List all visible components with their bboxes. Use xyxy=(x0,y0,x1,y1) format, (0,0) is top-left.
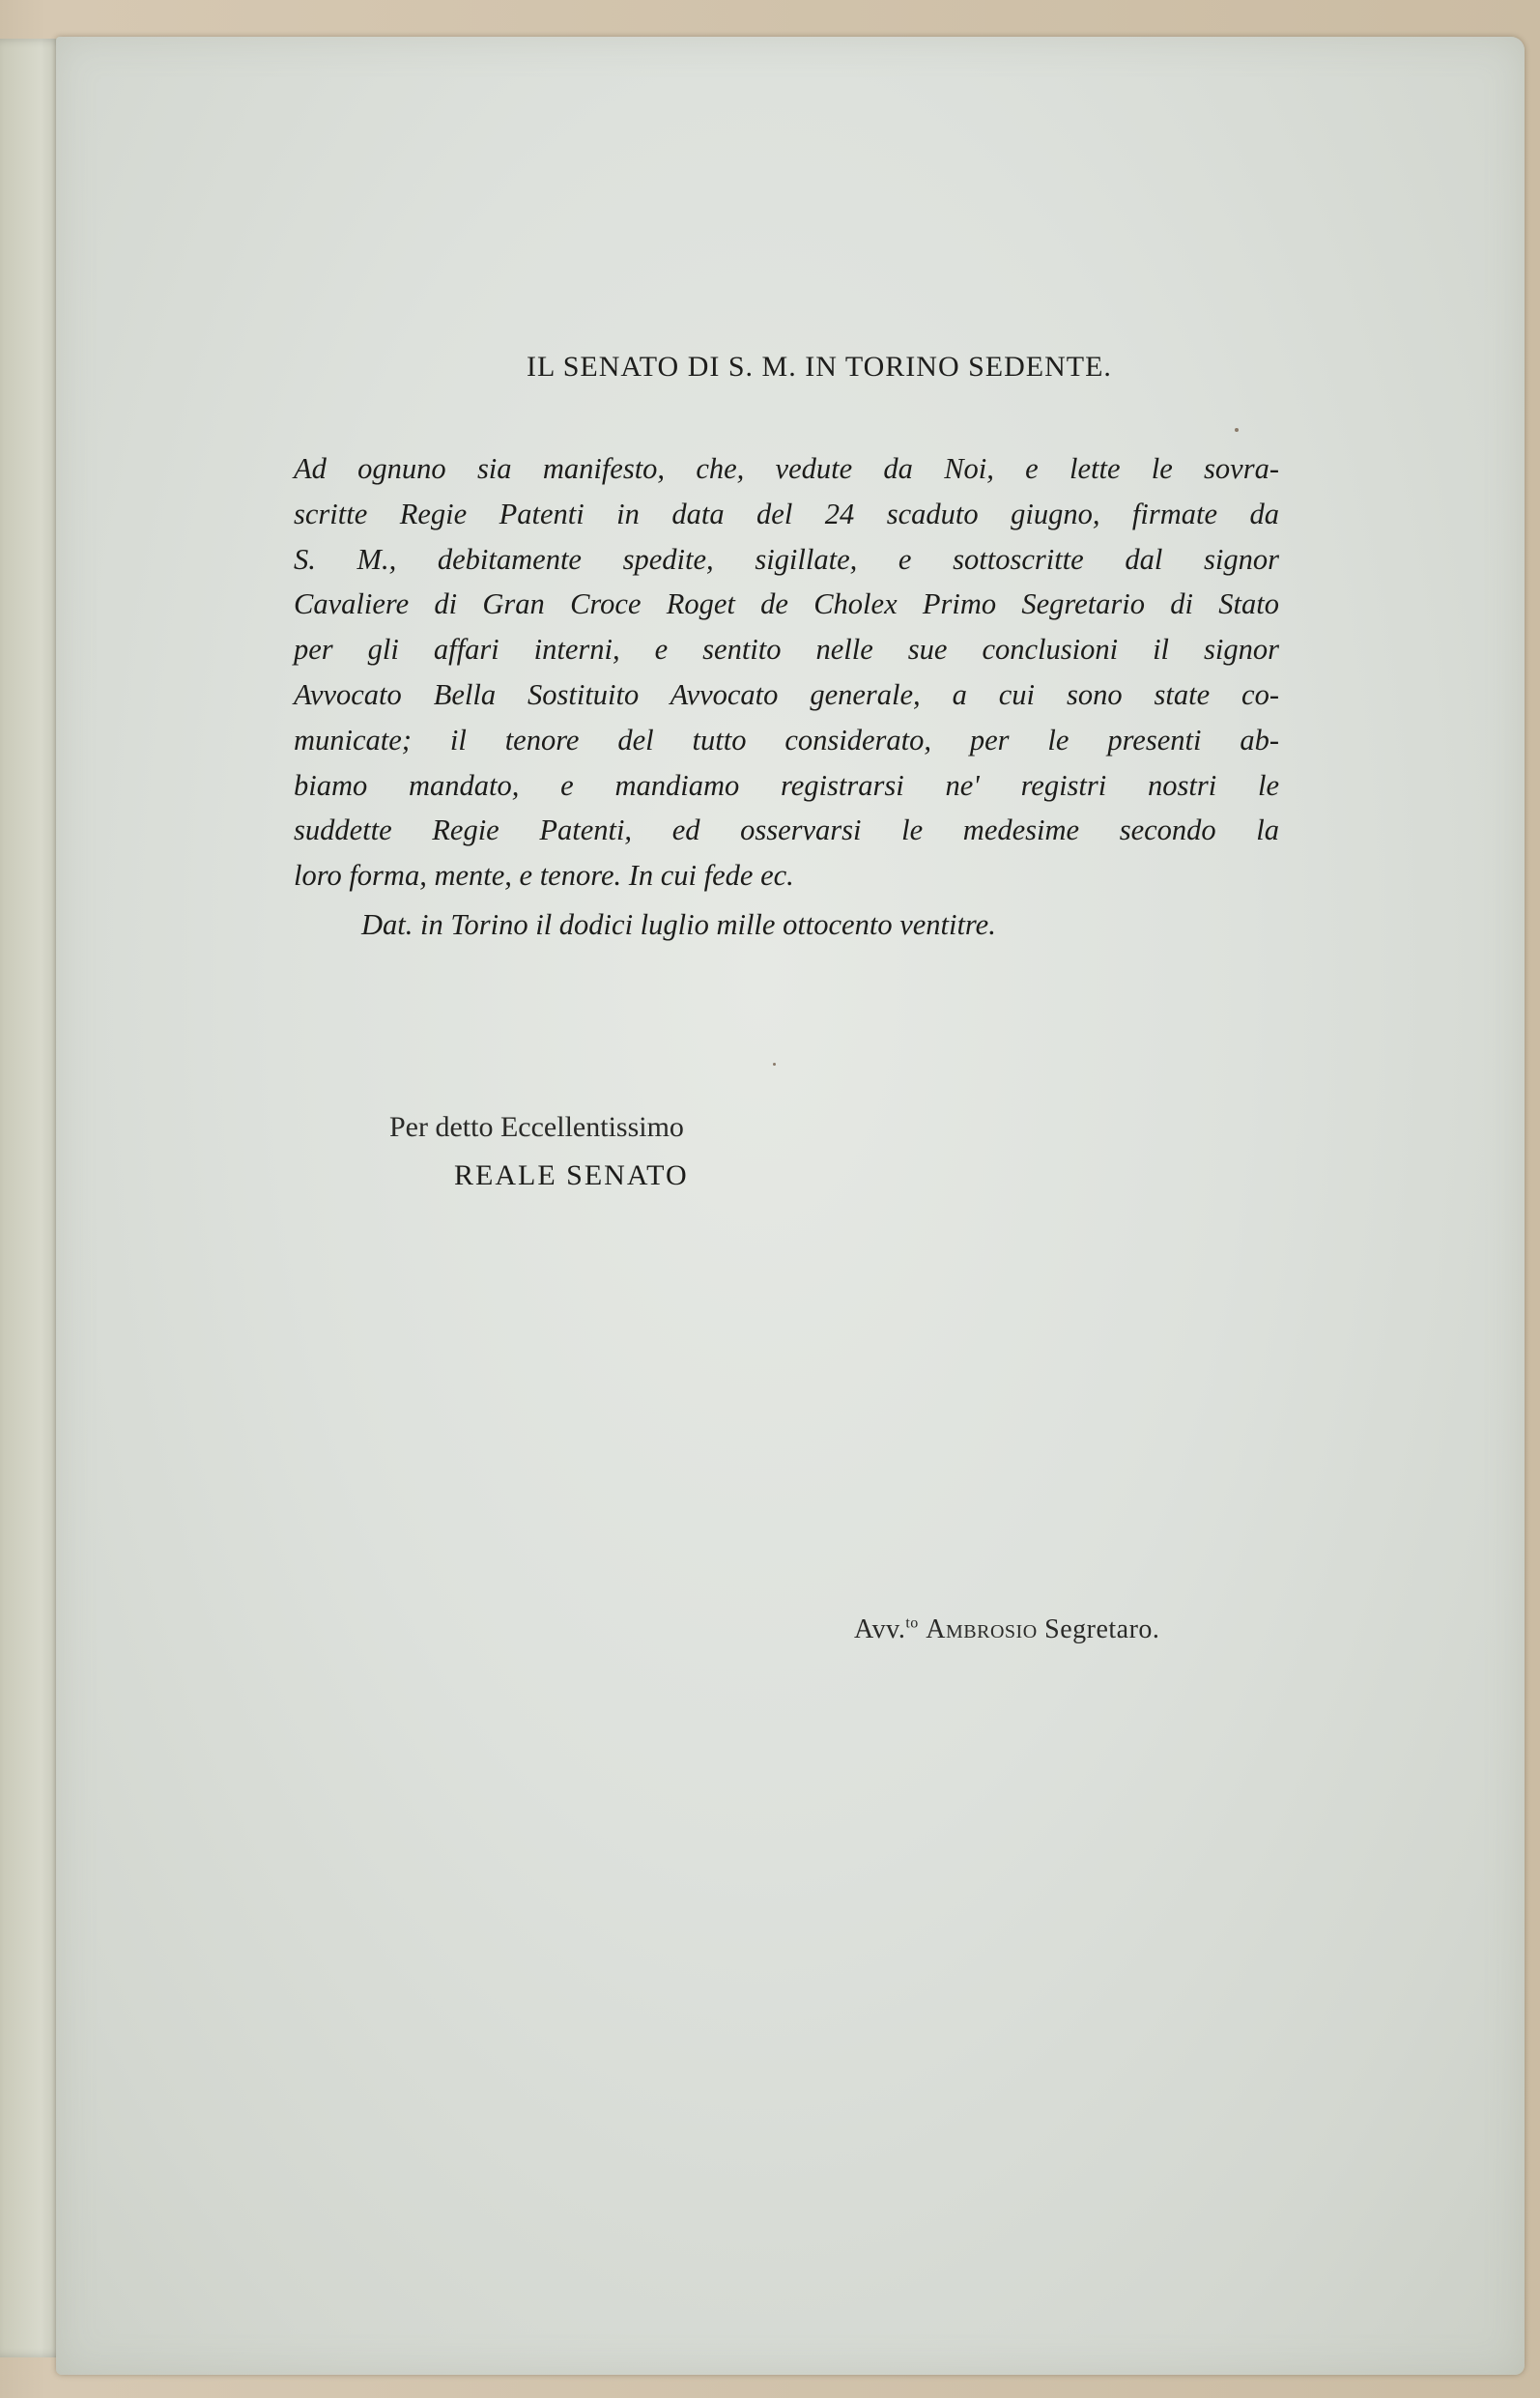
body-line: Avvocato Bella Sostituito Avvocato generale, a cui sono state co- xyxy=(294,677,1279,711)
per-detto-line: Per detto Eccellentissimo xyxy=(389,1111,684,1143)
body-line: S. M., debitamente spedite, sigillate, e sottoscritte dal signor xyxy=(294,542,1279,576)
paper-speck xyxy=(1235,428,1239,432)
signature-role: Segretaro. xyxy=(1044,1614,1160,1644)
signature-name: Ambrosio xyxy=(926,1614,1038,1644)
body-line: loro forma, mente, e tenore. In cui fede ec. xyxy=(294,859,794,893)
signature-prefix: Avv. xyxy=(854,1614,906,1644)
signature-superscript: to xyxy=(905,1614,919,1632)
dateline: Dat. in Torino il dodici luglio mille ottocento ventitre. xyxy=(361,908,996,941)
signature-line xyxy=(854,1614,1159,1645)
body-line: Cavaliere di Gran Croce Roget de Cholex Primo Segretario di Stato xyxy=(294,587,1279,621)
document-body xyxy=(294,446,1279,899)
document-heading xyxy=(56,351,1525,384)
heading-text: IL SENATO DI S. M. IN TORINO SEDENTE. xyxy=(527,351,1112,383)
document-page xyxy=(56,37,1525,2375)
body-line: per gli affari interni, e sentito nelle sue conclusioni il signor xyxy=(294,633,1279,667)
body-line: biamo mandato, e mandiamo registrarsi ne' registri nostri le xyxy=(294,768,1279,802)
body-line: Ad ognuno sia manifesto, che, vedute da Noi, e lette le sovra- xyxy=(294,452,1279,485)
body-line: scritte Regie Patenti in data del 24 scaduto giugno, firmate da xyxy=(294,497,1279,530)
body-line: municate; il tenore del tutto considerato, per le presenti ab- xyxy=(294,723,1279,757)
body-line: suddette Regie Patenti, ed osservarsi le medesime secondo la xyxy=(294,814,1279,847)
paper-speck xyxy=(773,1063,776,1066)
reale-senato-line: REALE SENATO xyxy=(454,1159,689,1191)
